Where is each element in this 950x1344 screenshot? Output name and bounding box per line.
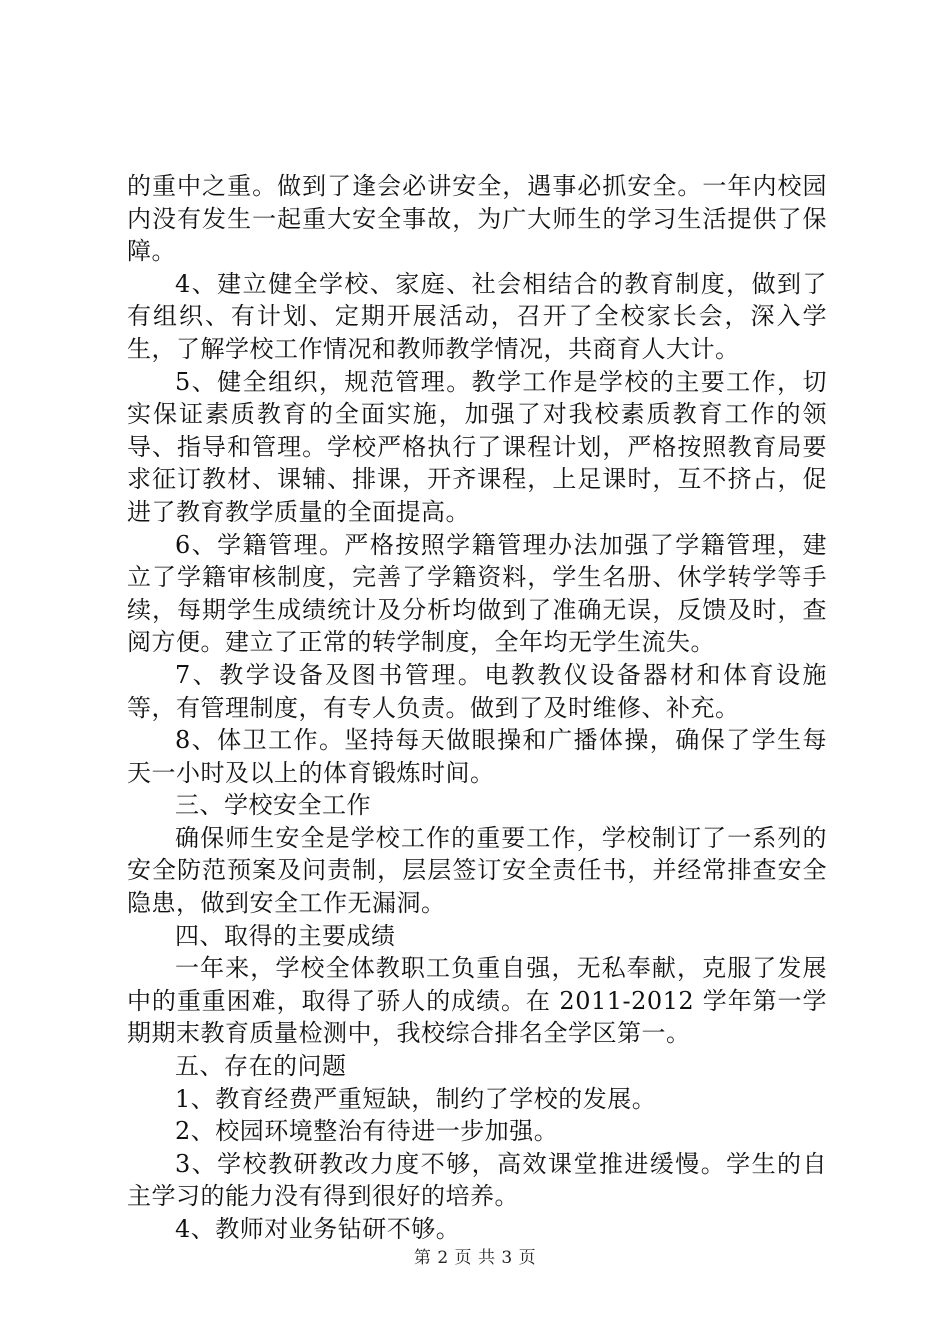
paragraph: 确保师生安全是学校工作的重要工作，学校制订了一系列的安全防范预案及问责制，层层签订安全责任书，并经常排查安全隐患，做到安全工作无漏洞。 bbox=[127, 823, 827, 918]
paragraph: 一年来，学校全体教职工负重自强，无私奉献，克服了发展中的重重困难，取得了骄人的成绩。在 2011-2012 学年第一学期期末教育质量检测中，我校综合排名全学区第一。 bbox=[127, 954, 827, 1048]
list-item: 3、学校教研教改力度不够，高效课堂推进缓慢。学生的自主学习的能力没有得到很好的培养。 bbox=[127, 1149, 827, 1211]
document-body bbox=[127, 170, 827, 1246]
paragraph: 6、学籍管理。严格按照学籍管理办法加强了学籍管理，建立了学籍审核制度，完善了学籍资料，学生名册、休学转学等手续，每期学生成绩统计及分析均做到了准确无误，反馈及时，查阅方便。建立了正常的转学制度，全年均无学生流失。 bbox=[127, 530, 827, 657]
section-heading: 三、学校安全工作 bbox=[175, 791, 371, 820]
paragraph: 4、建立健全学校、家庭、社会相结合的教育制度，做到了有组织、有计划、定期开展活动，召开了全校家长会，深入学生，了解学校工作情况和教师教学情况，共商育人大计。 bbox=[127, 269, 827, 363]
section-heading: 四、取得的主要成绩 bbox=[175, 921, 396, 950]
paragraph: 5、健全组织，规范管理。教学工作是学校的主要工作，切实保证素质教育的全面实施，加强了对我校素质教育工作的领导、指导和管理。学校严格执行了课程计划，严格按照教育局要求征订教材、课辅、排课，开齐课程，上足课时，互不挤占，促进了教育教学质量的全面提高。 bbox=[127, 367, 827, 526]
list-item: 4、教师对业务钻研不够。 bbox=[175, 1215, 461, 1243]
list-item: 2、校园环境整治有待进一步加强。 bbox=[175, 1117, 559, 1146]
paragraph: 7、教学设备及图书管理。电教教仪设备器材和体育设施等，有管理制度，有专人负责。做到了及时维修、补充。 bbox=[127, 660, 827, 722]
page-number-footer: 第 2 页 共 3 页 bbox=[413, 1248, 537, 1268]
list-item: 1、教育经费严重短缺，制约了学校的发展。 bbox=[175, 1084, 657, 1113]
paragraph: 的重中之重。做到了逢会必讲安全，遇事必抓安全。一年内校园内没有发生一起重大安全事故，为广大师生的学习生活提供了保障。 bbox=[127, 172, 827, 266]
section-heading: 五、存在的问题 bbox=[175, 1052, 347, 1081]
paragraph: 8、体卫工作。坚持每天做眼操和广播体操，确保了学生每天一小时及以上的体育锻炼时间。 bbox=[127, 726, 827, 787]
